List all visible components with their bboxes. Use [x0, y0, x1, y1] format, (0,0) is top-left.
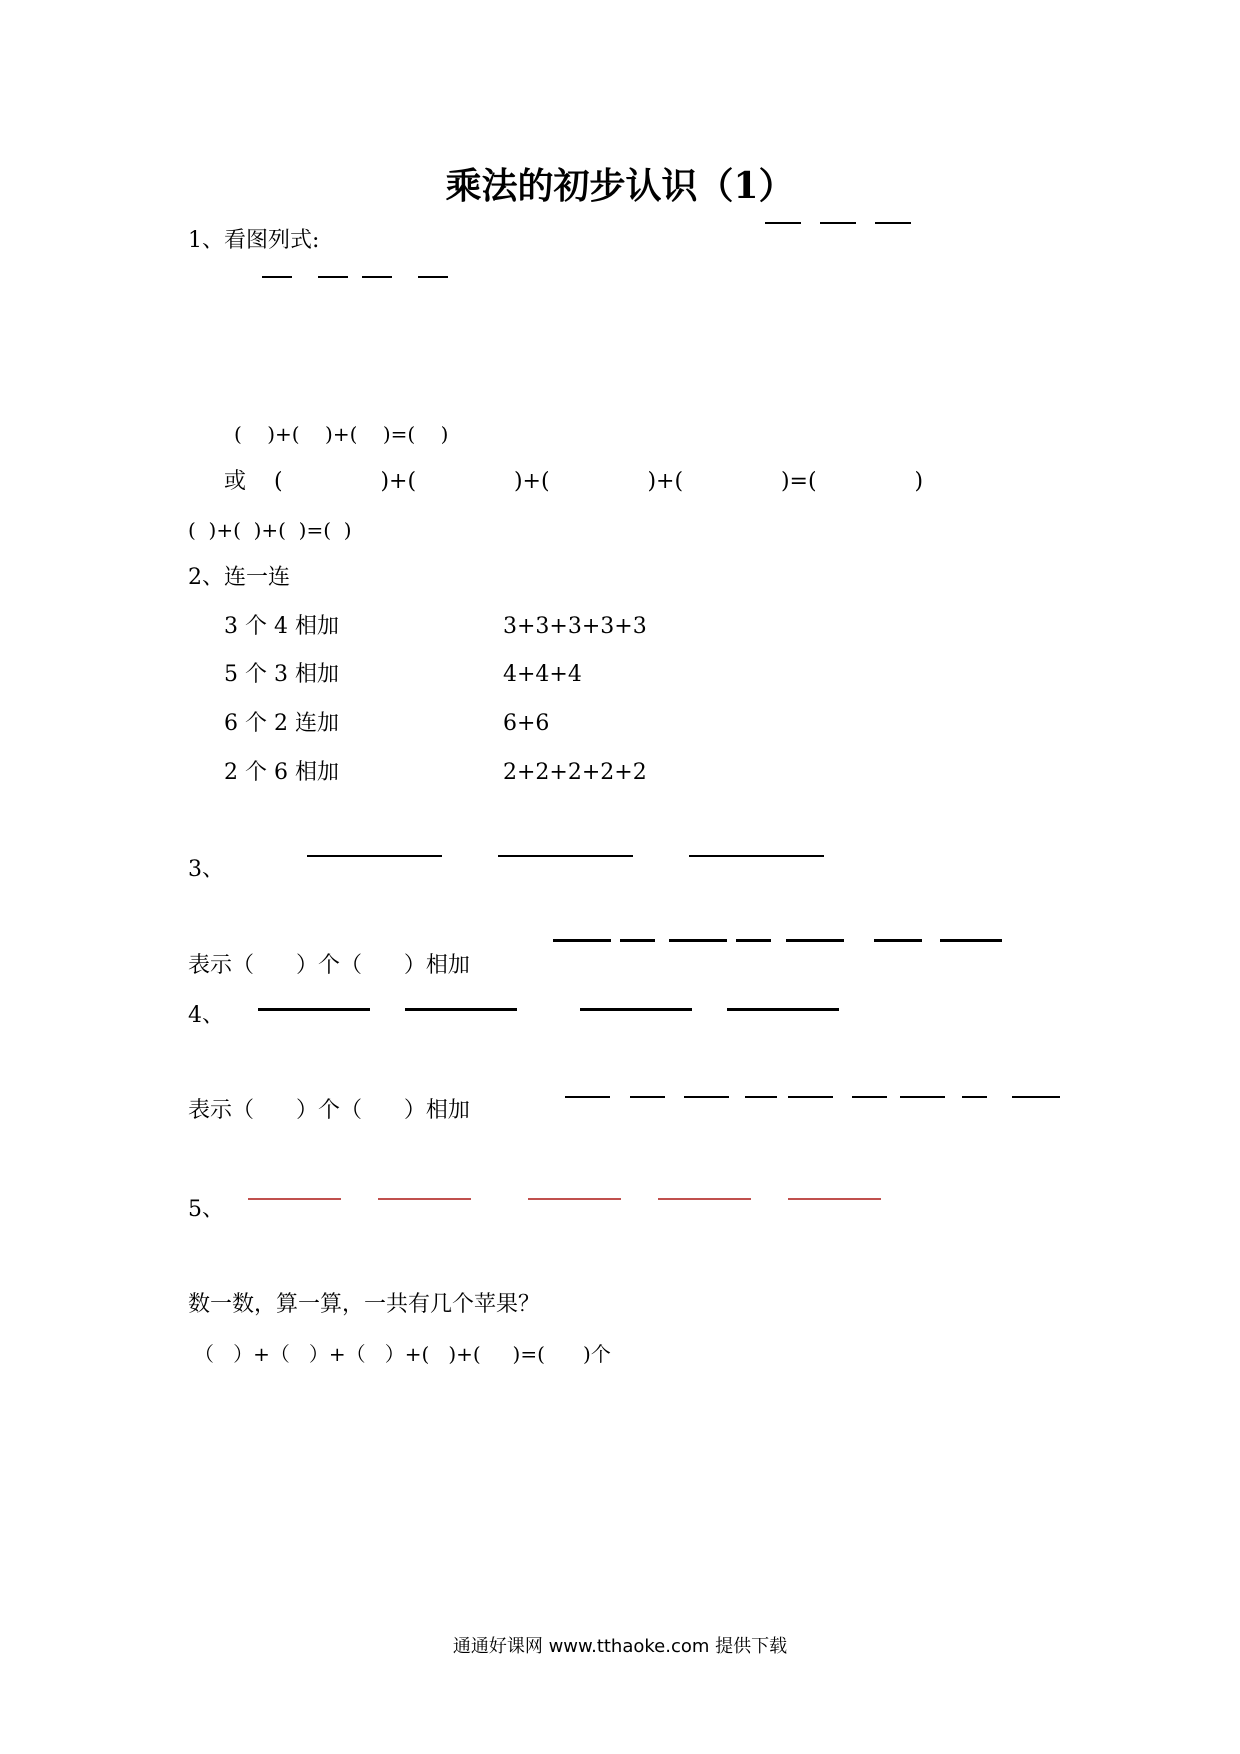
figure-line	[318, 276, 348, 278]
figure-line	[565, 1096, 610, 1098]
question-5-prompt: 数一数，算一算，一共有几个苹果？	[188, 1292, 541, 1317]
figure-line	[580, 1008, 692, 1011]
match-left-item: 6 个 2 连加	[224, 711, 339, 736]
question-2-label: 2、连一连	[188, 565, 290, 590]
figure-line	[658, 1198, 751, 1200]
figure-line	[820, 222, 856, 224]
figure-line	[669, 939, 727, 942]
question-1-label: 1、看图列式:	[188, 228, 320, 253]
figure-line	[630, 1096, 665, 1098]
figure-line	[553, 939, 611, 942]
figure-line	[727, 1008, 839, 1011]
figure-line	[962, 1096, 987, 1098]
figure-line	[528, 1198, 621, 1200]
footer-text: 通通好课网 www.tthaoke.com 提供下载	[452, 1636, 788, 1657]
question-5-label: 5、	[188, 1197, 224, 1222]
figure-line	[875, 222, 911, 224]
question-5-formula: （ ）+（ ）+（ ）+( )+( )=( )个	[194, 1342, 611, 1366]
match-left-item: 2 个 6 相加	[224, 760, 339, 785]
question-3-label: 3、	[188, 857, 224, 882]
match-left-item: 3 个 4 相加	[224, 614, 339, 639]
question-4-answer: 表示（ ）个（ ）相加	[188, 1098, 470, 1123]
figure-line	[765, 222, 801, 224]
figure-line	[362, 276, 392, 278]
question-3-answer: 表示（ ）个（ ）相加	[188, 953, 470, 978]
match-right-item: 3+3+3+3+3	[503, 614, 647, 639]
figure-line	[378, 1198, 471, 1200]
figure-line	[689, 855, 824, 857]
figure-line	[684, 1096, 729, 1098]
match-left-item: 5 个 3 相加	[224, 662, 339, 687]
figure-line	[248, 1198, 341, 1200]
figure-line	[405, 1008, 517, 1011]
figure-line	[852, 1096, 887, 1098]
figure-line	[745, 1096, 777, 1098]
figure-line	[874, 939, 922, 942]
figure-line	[258, 1008, 370, 1011]
page-title: 乘法的初步认识（1）	[445, 165, 795, 207]
figure-line	[786, 939, 844, 942]
match-right-item: 6+6	[503, 711, 550, 736]
question-1-formula: ( )+( )+( )=( )	[234, 422, 449, 446]
figure-line	[262, 276, 292, 278]
figure-line	[788, 1096, 833, 1098]
figure-line	[940, 939, 1002, 942]
match-right-item: 4+4+4	[503, 662, 582, 687]
figure-line	[1012, 1096, 1060, 1098]
figure-line	[900, 1096, 945, 1098]
question-1-formula: ( )+( )+( )=( )	[188, 518, 352, 542]
figure-line	[307, 855, 442, 857]
figure-line	[620, 939, 655, 942]
match-right-item: 2+2+2+2+2	[503, 760, 647, 785]
figure-line	[736, 939, 771, 942]
figure-line	[498, 855, 633, 857]
question-1-formula: 或 ( )+( )+( )+( )=( )	[224, 469, 924, 494]
figure-line	[418, 276, 448, 278]
question-4-label: 4、	[188, 1003, 224, 1028]
figure-line	[788, 1198, 881, 1200]
